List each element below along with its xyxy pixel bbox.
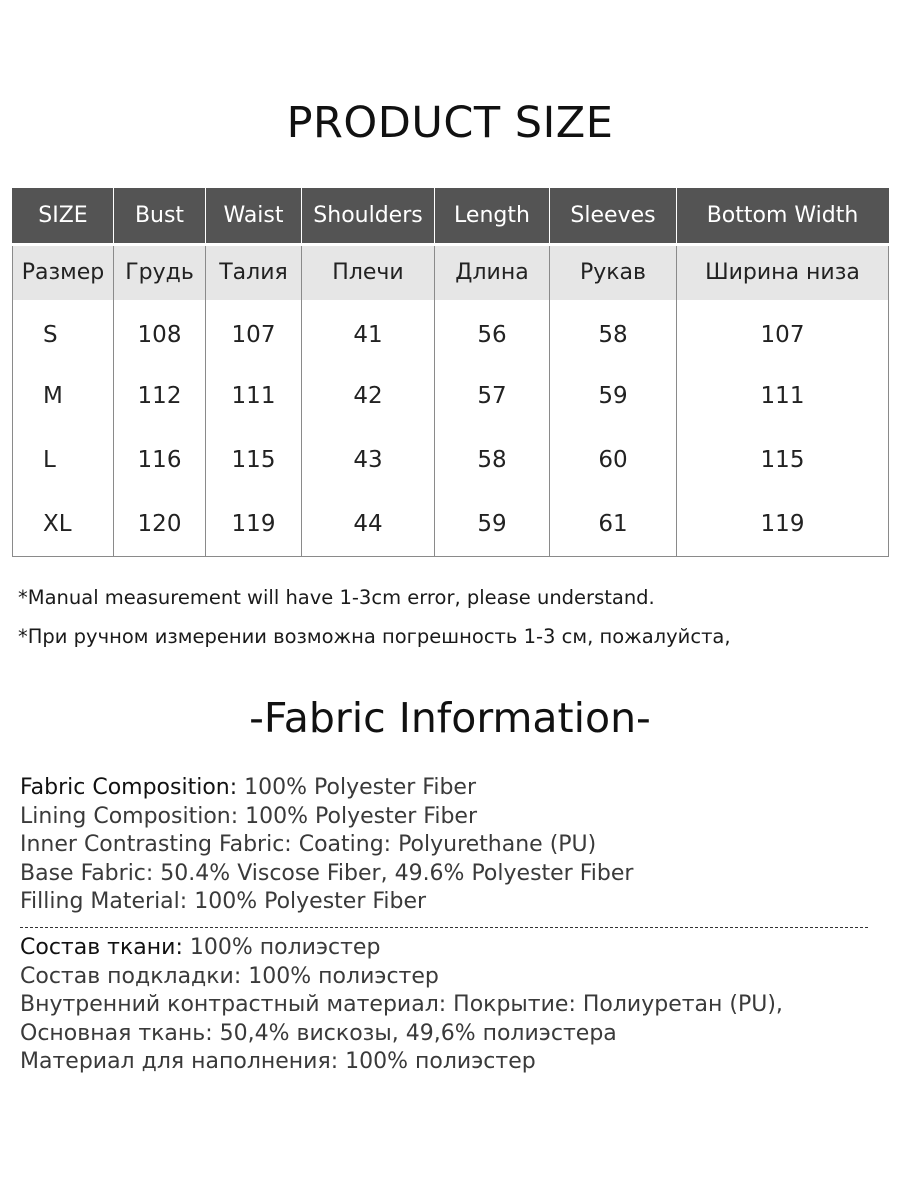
fabric-value: 100% полиэстер [241,963,439,989]
fabric-value: 50.4% Viscose Fiber, 49.6% Polyester Fiber [153,860,634,886]
cell-size: S [13,300,114,364]
fabric-line [20,991,880,1020]
fabric-line [20,934,880,963]
fabric-label: Материал для наполнения: [20,1049,339,1075]
cell-length: 56 [435,300,550,364]
header-bottom-width-ru: Ширина низа [677,244,889,300]
cell-shoulders: 42 [302,364,435,428]
cell-sleeves: 61 [550,492,677,556]
fabric-value: 100% Polyester Fiber [238,803,478,829]
fabric-info-en [20,774,880,917]
fabric-line [20,1048,880,1077]
cell-waist: 115 [206,428,302,492]
fabric-line [20,1020,880,1049]
cell-bust: 120 [114,492,206,556]
fabric-label: Внутренний контрастный материал: [20,992,447,1018]
header-bottom-width: Bottom Width [677,188,889,244]
cell-length: 57 [435,364,550,428]
cell-shoulders: 43 [302,428,435,492]
header-sleeves-ru: Рукав [550,244,677,300]
cell-bust: 112 [114,364,206,428]
header-waist-ru: Талия [206,244,302,300]
fabric-line [20,963,880,992]
fabric-value: 100% Polyester Fiber [187,889,427,915]
fabric-label: Основная ткань: [20,1020,213,1046]
fabric-title: -Fabric Information- [249,694,651,742]
cell-size: M [13,364,114,428]
header-shoulders: Shoulders [302,188,435,244]
table-row [13,492,889,556]
cell-sleeves: 58 [550,300,677,364]
fabric-label: Fabric Composition: [20,775,238,800]
cell-size: L [13,428,114,492]
fabric-label: Base Fabric: [20,860,154,886]
cell-waist: 119 [206,492,302,556]
measurement-note-en: *Manual measurement will have 1-3cm error, please understand. [18,586,655,609]
header-length: Length [435,188,550,244]
cell-waist: 107 [206,300,302,364]
cell-size: XL [13,492,114,556]
cell-shoulders: 44 [302,492,435,556]
cell-length: 58 [435,428,550,492]
fabric-label: Inner Contrasting Fabric: [20,832,292,858]
header-bust-ru: Грудь [114,244,206,300]
fabric-value: 50,4% вискозы, 49,6% полиэстера [212,1020,617,1046]
cell-bottom-width: 119 [677,492,889,556]
table-row [13,300,889,364]
cell-bottom-width: 115 [677,428,889,492]
header-waist: Waist [206,188,302,244]
cell-shoulders: 41 [302,300,435,364]
header-bust: Bust [114,188,206,244]
fabric-value: Покрытие: Полиуретан (PU), [446,992,783,1018]
table-row [13,364,889,428]
header-row-en [13,188,889,244]
header-sleeves: Sleeves [550,188,677,244]
dashed-divider [20,927,868,928]
page-title: PRODUCT SIZE [286,98,614,148]
cell-waist: 111 [206,364,302,428]
cell-bottom-width: 111 [677,364,889,428]
fabric-line [20,774,880,803]
table-row [13,428,889,492]
cell-bust: 108 [114,300,206,364]
fabric-line [20,888,880,917]
cell-sleeves: 59 [550,364,677,428]
header-shoulders-ru: Плечи [302,244,435,300]
header-length-ru: Длина [435,244,550,300]
fabric-line [20,831,880,860]
fabric-line [20,803,880,832]
fabric-value: 100% полиэстер [182,935,381,960]
fabric-value: 100% Polyester Fiber [237,775,477,800]
header-size: SIZE [13,188,114,244]
fabric-label: Состав ткани: [20,935,183,960]
fabric-label: Filling Material: [20,889,188,915]
fabric-value: 100% полиэстер [338,1049,536,1075]
fabric-info-ru [20,934,880,1077]
fabric-label: Состав подкладки: [20,963,242,989]
header-row-ru [13,244,889,300]
size-table [12,188,889,557]
cell-bottom-width: 107 [677,300,889,364]
cell-bust: 116 [114,428,206,492]
cell-sleeves: 60 [550,428,677,492]
cell-length: 59 [435,492,550,556]
header-size-ru: Размер [13,244,114,300]
fabric-label: Lining Composition: [20,803,239,829]
measurement-note-ru: *При ручном измерении возможна погрешность 1-3 см, пожалуйста, [18,625,731,648]
fabric-value: Coating: Polyurethane (PU) [291,832,597,858]
fabric-line [20,860,880,889]
